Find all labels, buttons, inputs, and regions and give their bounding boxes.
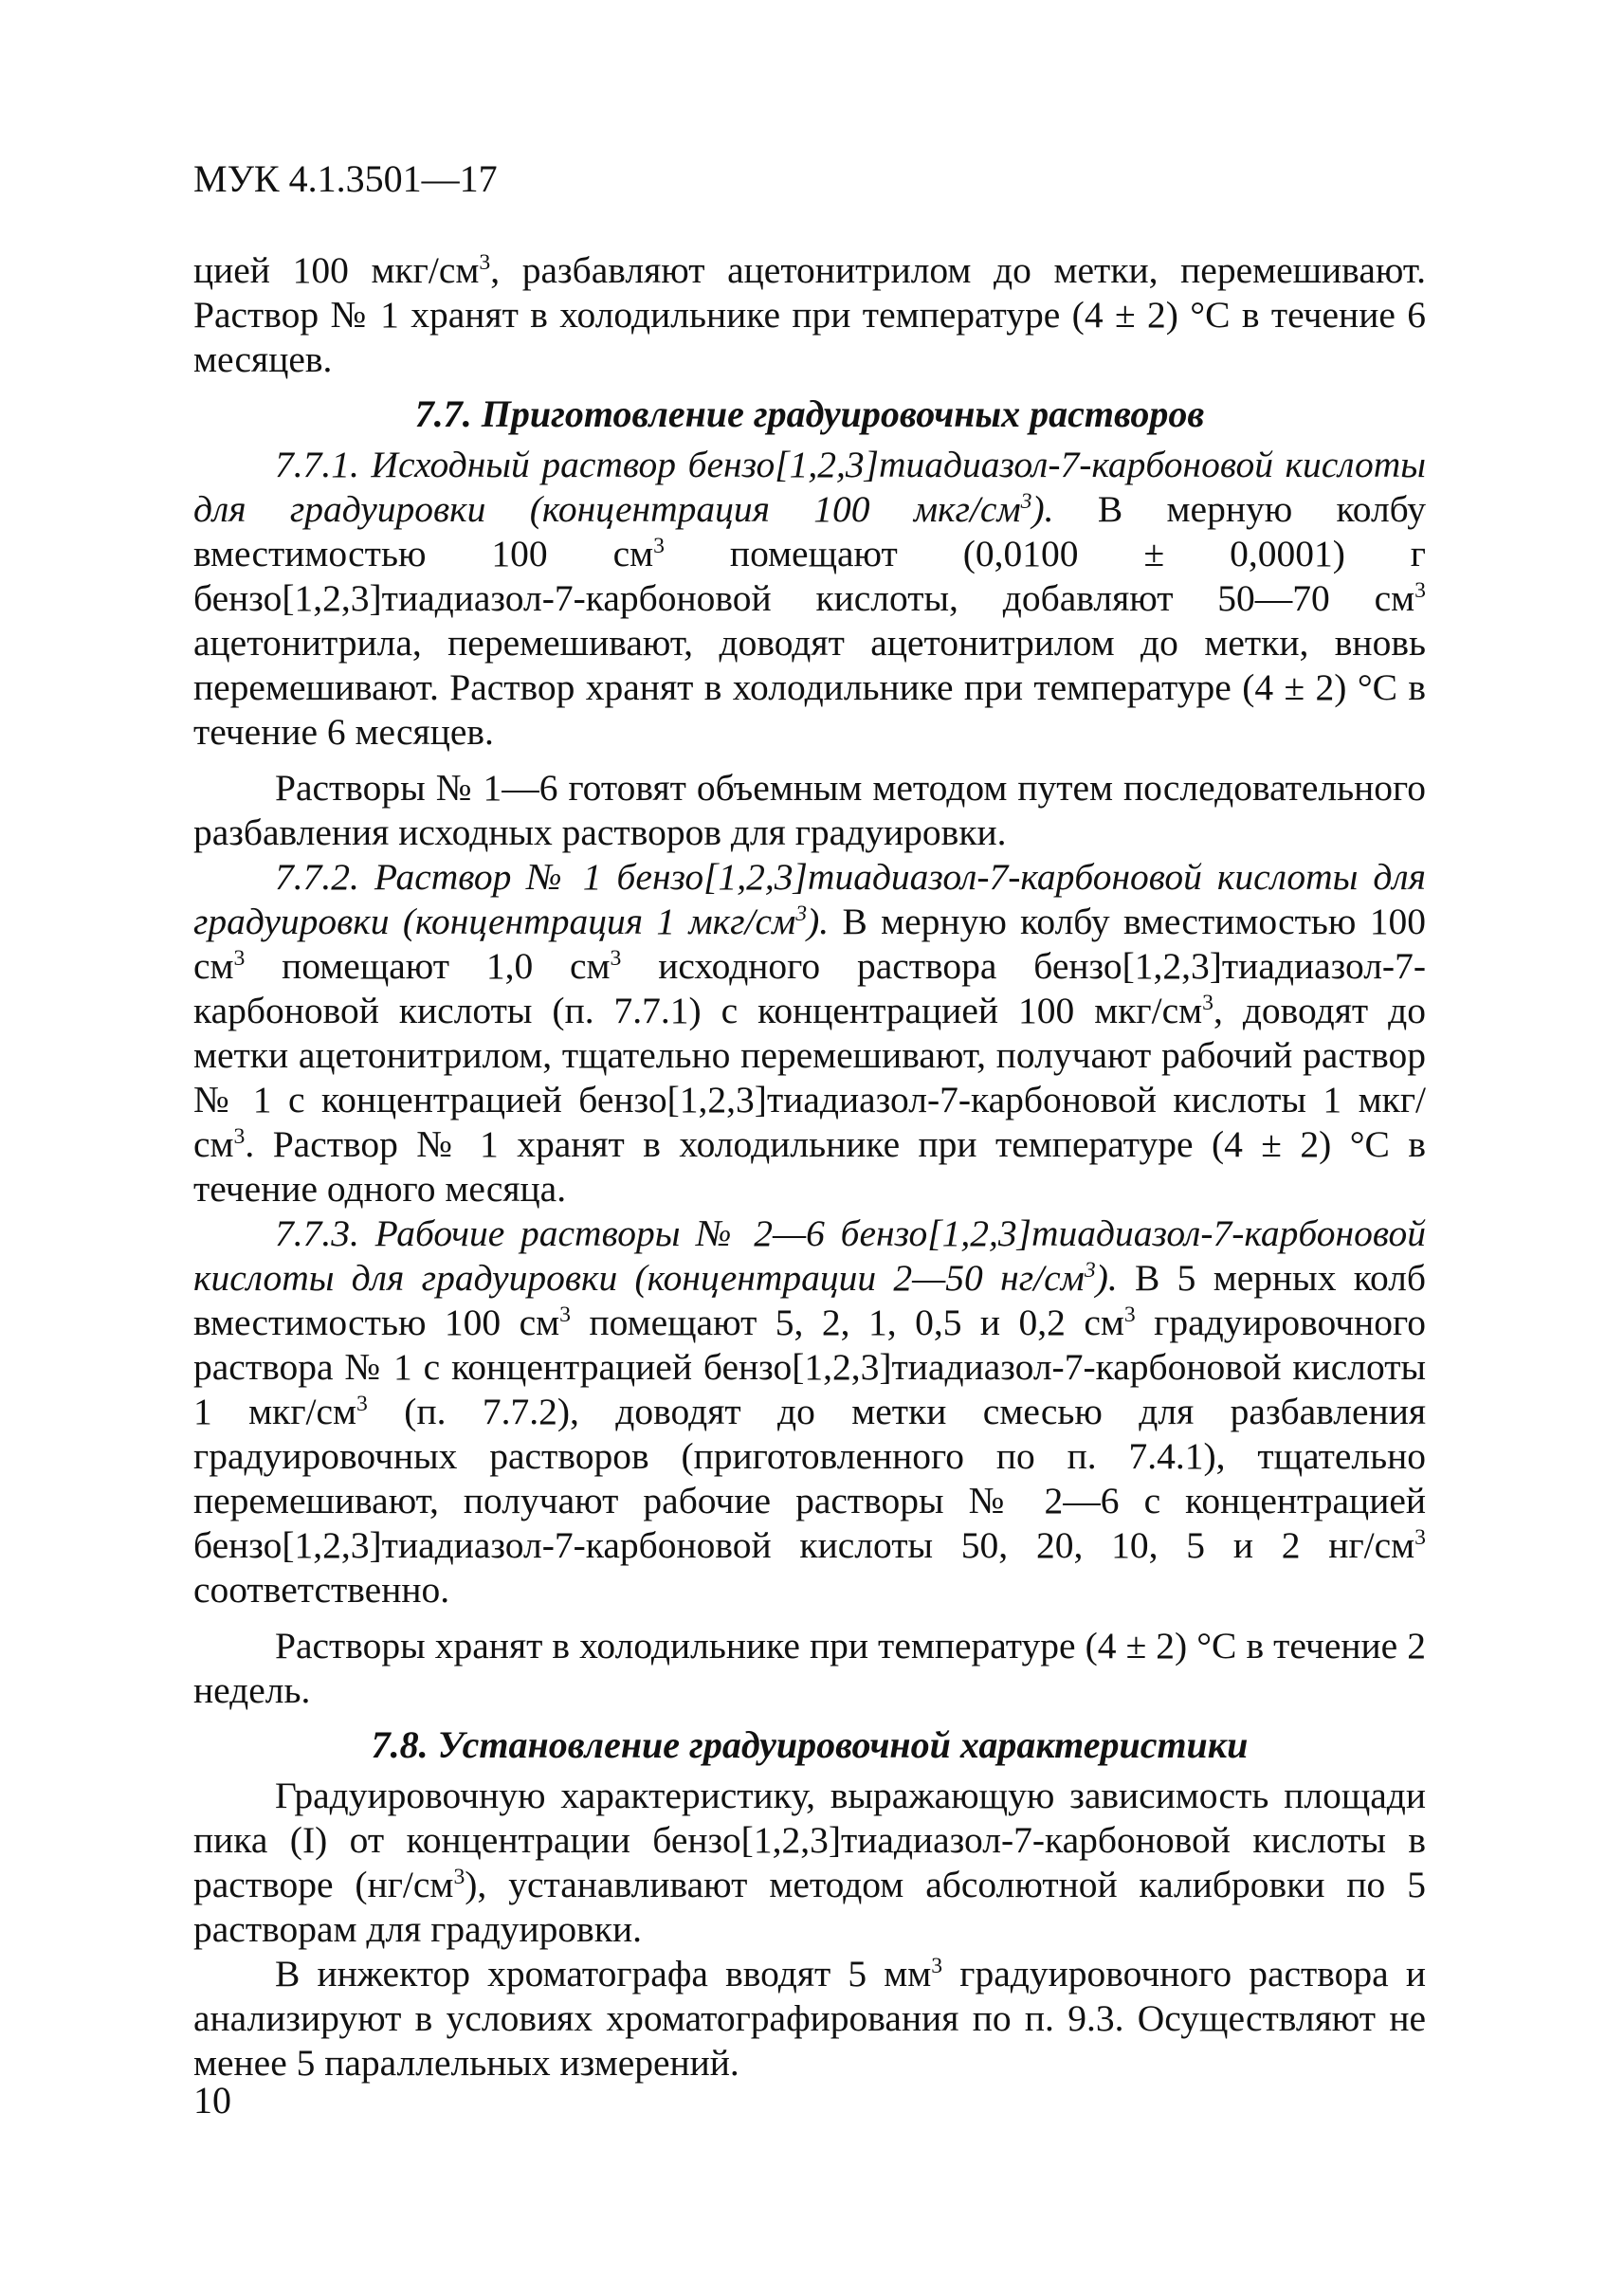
p772-italic-sup: 3: [795, 901, 808, 926]
section-7-7-heading: 7.7. Приготовление градуировочных растворов: [414, 392, 1205, 435]
p773-sup-2: 3: [1123, 1302, 1136, 1327]
intro-text-2: , разбавляют ацетонитрилом до метки, перемешивают. Раствор № 1 хранят в холодильнике при температуре (4 ± 2) °С в течение 6 месяцев.: [193, 249, 1427, 380]
p78a-sup-1: 3: [453, 1864, 465, 1889]
p771-italic-text: 7.7.1. Исходный раствор бензо[1,2,3]тиадиазол-7-карбоновой кислоты для градуировки (концентрация 100 мкг/см: [193, 444, 1426, 530]
p771-sup-1: 3: [653, 533, 665, 558]
paragraph-gap: [193, 755, 1426, 766]
intro-superscript: 3: [479, 249, 491, 275]
p78b-text-1: В инжектор хроматографа вводят 5 мм: [275, 1953, 932, 1994]
p771-italic-end: ).: [1031, 488, 1054, 530]
p771-sup-2: 3: [1414, 577, 1426, 603]
p773-text-3: градуировочного раствора № 1 с концентрацией бензо[1,2,3]тиадиазол-7-карбоновой кислоты 1 мкг/см: [193, 1302, 1426, 1432]
storage-paragraph: Растворы хранят в холодильнике при температуре (4 ± 2) °С в течение 2 недель.: [193, 1625, 1426, 1711]
p773-text-4: (п. 7.7.2), доводят до метки смесью для разбавления градуировочных растворов (приготовленного по п. 7.4.1), тщательно перемешивают, получают рабочие растворы № 2—6 с концентрацией бензо[1,2,3]тиадиазол-7-карбоновой кислоты 50, 20, 10, 5 и 2 нг/см: [193, 1391, 1426, 1566]
p773-italic-end: ).: [1095, 1257, 1118, 1299]
paragraph-7-8-injection: [193, 1952, 1426, 2086]
p771-text-3: ацетонитрила, перемешивают, доводят ацетонитрилом до метки, вновь перемешивают. Раствор хранят в холодильнике при температуре (4 ± 2) °С в течение 6 месяцев.: [193, 622, 1426, 753]
page-content: [193, 248, 1426, 2086]
p771-text-2: помещают (0,0100 ± 0,0001) г бензо[1,2,3]тиадиазол-7-карбоновой кислоты, добавляют 50—70 см: [193, 533, 1426, 619]
p771-text-1: В мерную колбу вместимостью 100 см: [193, 488, 1427, 574]
p78a-text-1: Градуировочную характеристику, выражающую зависимость площади пика (I) от концентрации бензо[1,2,3]тиадиазол-7-карбоновой кислоты в растворе (нг/см: [193, 1775, 1426, 1905]
p78b-sup-1: 3: [931, 1953, 943, 1978]
p773-sup-3: 3: [356, 1391, 368, 1416]
paragraph-7-8-calibration: [193, 1774, 1426, 1952]
p772-sup-4: 3: [233, 1123, 246, 1149]
p772-sup-1: 3: [233, 945, 246, 971]
section-7-8-heading: 7.8. Установление градуировочной характеристики: [371, 1723, 1249, 1766]
p772-text-3: исходного раствора бензо[1,2,3]тиадиазол-7-карбоновой кислоты (п. 7.7.1) с концентрацией 100 мкг/см: [193, 945, 1426, 1031]
intro-text-1: цией 100 мкг/см: [193, 249, 480, 291]
intro-paragraph: [193, 248, 1426, 382]
dilution-paragraph: Растворы № 1—6 готовят объемным методом путем последовательного разбавления исходных растворов для градуировки.: [193, 767, 1426, 853]
p772-sup-2: 3: [610, 945, 622, 971]
paragraph-7-7-1: [193, 443, 1426, 755]
paragraph-7-7-2: [193, 855, 1426, 1211]
p772-text-5: . Раствор № 1 хранят в холодильнике при температуре (4 ± 2) °С в течение одного месяца.: [193, 1123, 1426, 1210]
p78b-text-2: градуировочного раствора и анализируют в условиях хроматографирования по п. 9.3. Осуществляют не менее 5 параллельных измерений.: [193, 1953, 1426, 2084]
p773-text-1: В 5 мерных колб вместимостью 100 см: [193, 1257, 1426, 1343]
p772-text-2: помещают 1,0 см: [245, 945, 611, 987]
p773-italic-sup: 3: [1084, 1257, 1096, 1283]
p772-sup-3: 3: [1202, 990, 1213, 1015]
document-code-header: МУК 4.1.3501—17: [193, 157, 498, 200]
p772-italic-end: ).: [807, 901, 830, 942]
paragraph-gap: [193, 1612, 1426, 1624]
p78a-text-2: ), устанавливают методом абсолютной калибровки по 5 растворам для градуировки.: [193, 1864, 1426, 1950]
p771-italic-sup: 3: [1020, 488, 1032, 514]
p772-text-4: , доводят до метки ацетонитрилом, тщательно перемешивают, получают рабочий раствор № 1 с концентрацией бензо[1,2,3]тиадиазол-7-карбоновой кислоты 1 мкг/см: [193, 990, 1426, 1165]
paragraph-7-7-3: [193, 1211, 1426, 1612]
p772-text-1: В мерную колбу вместимостью 100 см: [193, 901, 1426, 987]
page-number: 10: [193, 2079, 231, 2122]
p772-italic-text: 7.7.2. Раствор № 1 бензо[1,2,3]тиадиазол-7-карбоновой кислоты для градуировки (концентрация 1 мкг/см: [193, 856, 1426, 942]
p773-sup-1: 3: [559, 1302, 572, 1327]
p773-text-2: помещают 5, 2, 1, 0,5 и 0,2 см: [571, 1302, 1124, 1343]
p773-italic-text: 7.7.3. Рабочие растворы № 2—6 бензо[1,2,3]тиадиазол-7-карбоновой кислоты для градуировки (концентрации 2—50 нг/см: [193, 1212, 1426, 1299]
p773-sup-4: 3: [1414, 1524, 1426, 1550]
p773-text-5: соответственно.: [193, 1569, 450, 1611]
